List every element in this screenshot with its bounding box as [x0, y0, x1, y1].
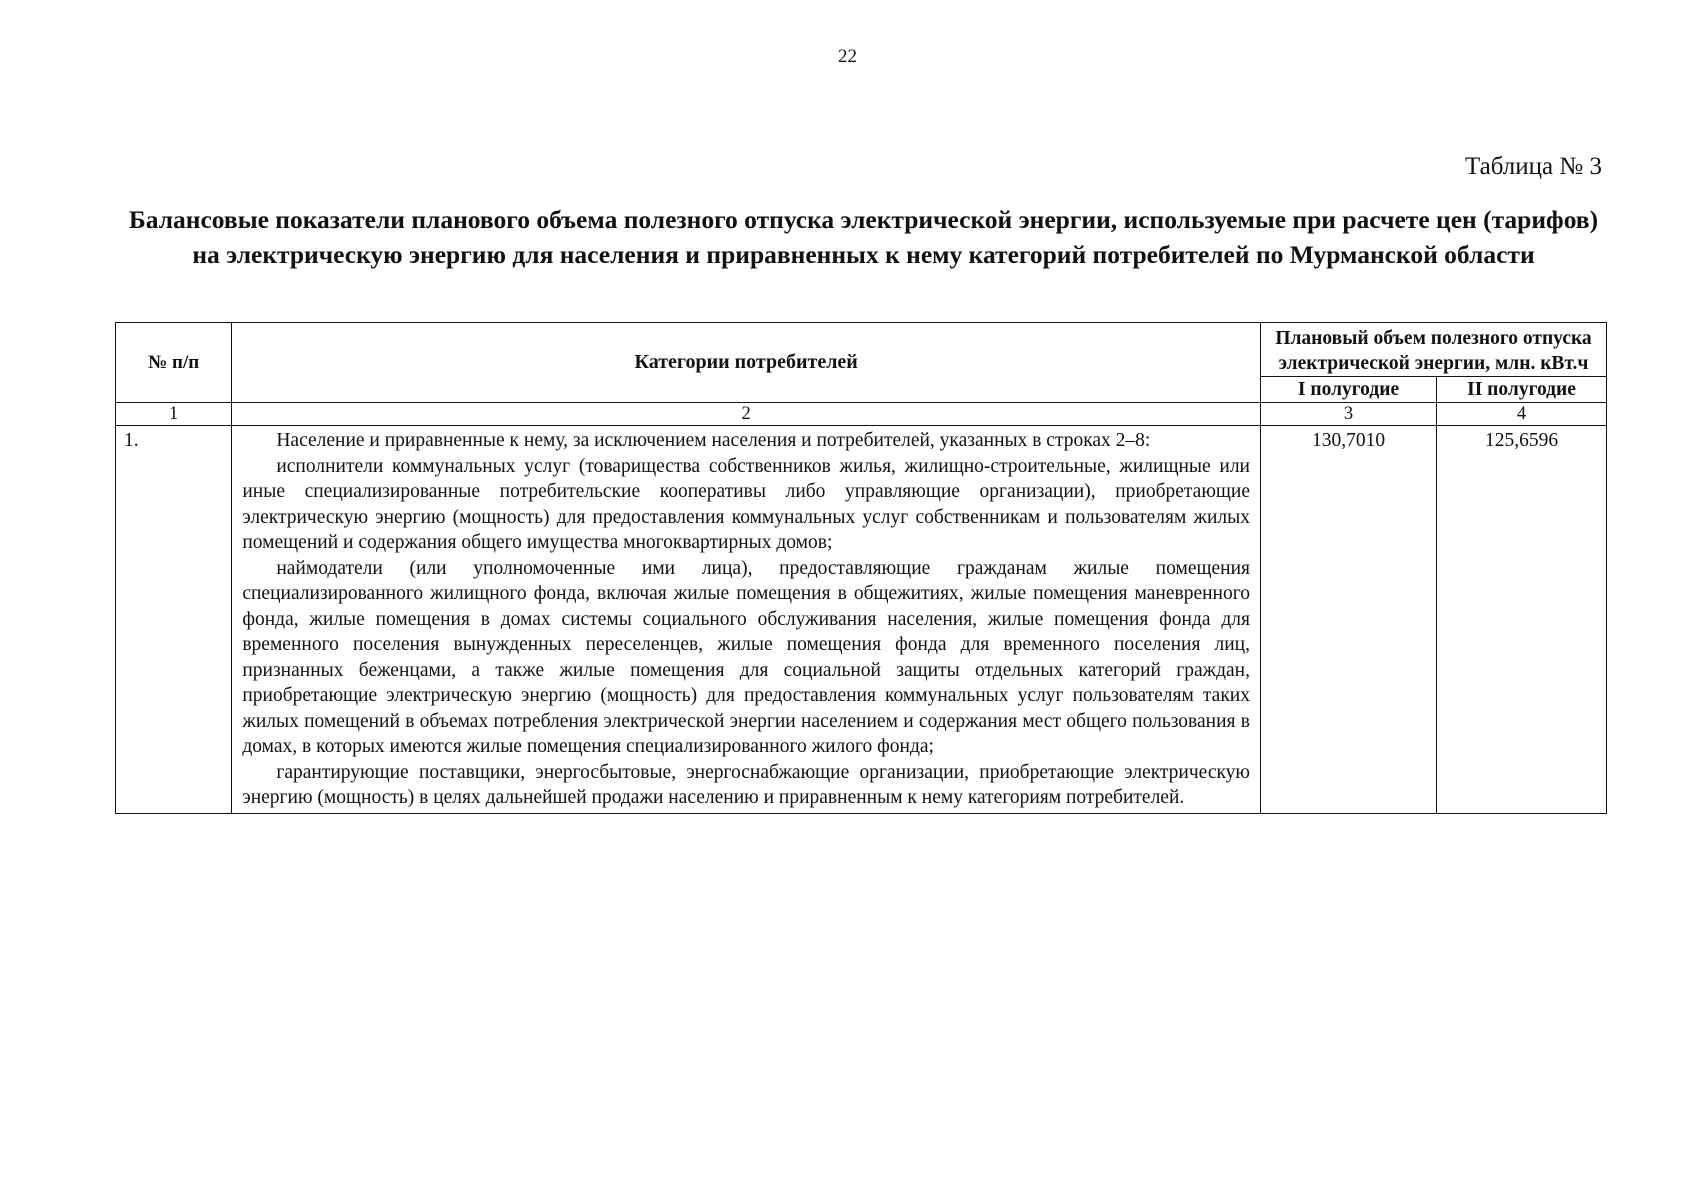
- column-number-row: [116, 403, 1607, 426]
- column-number-4: 4: [1437, 403, 1607, 426]
- header-no-label: № п/п: [148, 351, 200, 373]
- column-number-1: 1: [116, 403, 232, 426]
- row-number: 1.: [116, 426, 232, 814]
- column-number-3: 3: [1261, 403, 1437, 426]
- table-header-row: [116, 323, 1607, 377]
- category-paragraph: исполнители коммунальных услуг (товарищества собственников жилья, жилищно-строительные, жилищные или иные специализированные потребительские кооперативы либо управляющие организации), приобретающие электрическую энергию (мощность) для предоставления коммунальных услуг собственникам и пользователям жилых помещений и содержания общего имущества многоквартирных домов;: [242, 455, 1250, 553]
- header-half2: II полугодие: [1437, 377, 1607, 403]
- row-category: [232, 426, 1261, 814]
- column-number-2: 2: [232, 403, 1261, 426]
- header-category: Категории потребителей: [232, 323, 1261, 403]
- category-paragraph: гарантирующие поставщики, энергосбытовые, энергоснабжающие организации, приобретающие электрическую энергию (мощность) в целях дальнейшей продажи населению и приравненным к нему категориям потребителей.: [242, 761, 1250, 808]
- row-half1-value: 130,7010: [1261, 426, 1437, 814]
- table-row: [116, 426, 1607, 814]
- header-no: [116, 323, 232, 403]
- page-number: 22: [838, 46, 857, 67]
- row-half2-value: 125,6596: [1437, 426, 1607, 814]
- tariff-table: [115, 322, 1607, 814]
- category-paragraph: наймодатели (или уполномоченные ими лица), предоставляющие гражданам жилые помещения специализированного жилищного фонда, включая жилые помещения в общежитиях, жилые помещения маневренного фонда, жилые помещения в домах системы социального обслуживания населения, жилые помещения фонда для временного поселения вынужденных переселенцев, жилые помещения фонда для временного поселения лиц, признанных беженцами, а также жилые помещения для социальной защиты отдельных категорий граждан, приобретающие электрическую энергию (мощность) для предоставления коммунальных услуг пользователям таких жилых помещений в объемах потребления электрической энергии населением и содержания мест общего пользования в домах, в которых имеются жилые помещения специализированного жилого фонда;: [242, 557, 1250, 757]
- document-title: Балансовые показатели планового объема полезного отпуска электрической энергии, используемые при расчете цен (тарифов) на электрическую энергию для населения и приравненных к нему категорий потребителей по Мурманской области: [128, 205, 1599, 269]
- table-label: Таблица № 3: [1464, 153, 1602, 180]
- category-paragraph: Население и приравненные к нему, за исключением населения и потребителей, указанных в строках 2–8:: [276, 430, 1151, 451]
- header-plan-volume: Плановый объем полезного отпуска электрической энергии, млн. кВт.ч: [1261, 323, 1607, 377]
- header-half1: I полугодие: [1261, 377, 1437, 403]
